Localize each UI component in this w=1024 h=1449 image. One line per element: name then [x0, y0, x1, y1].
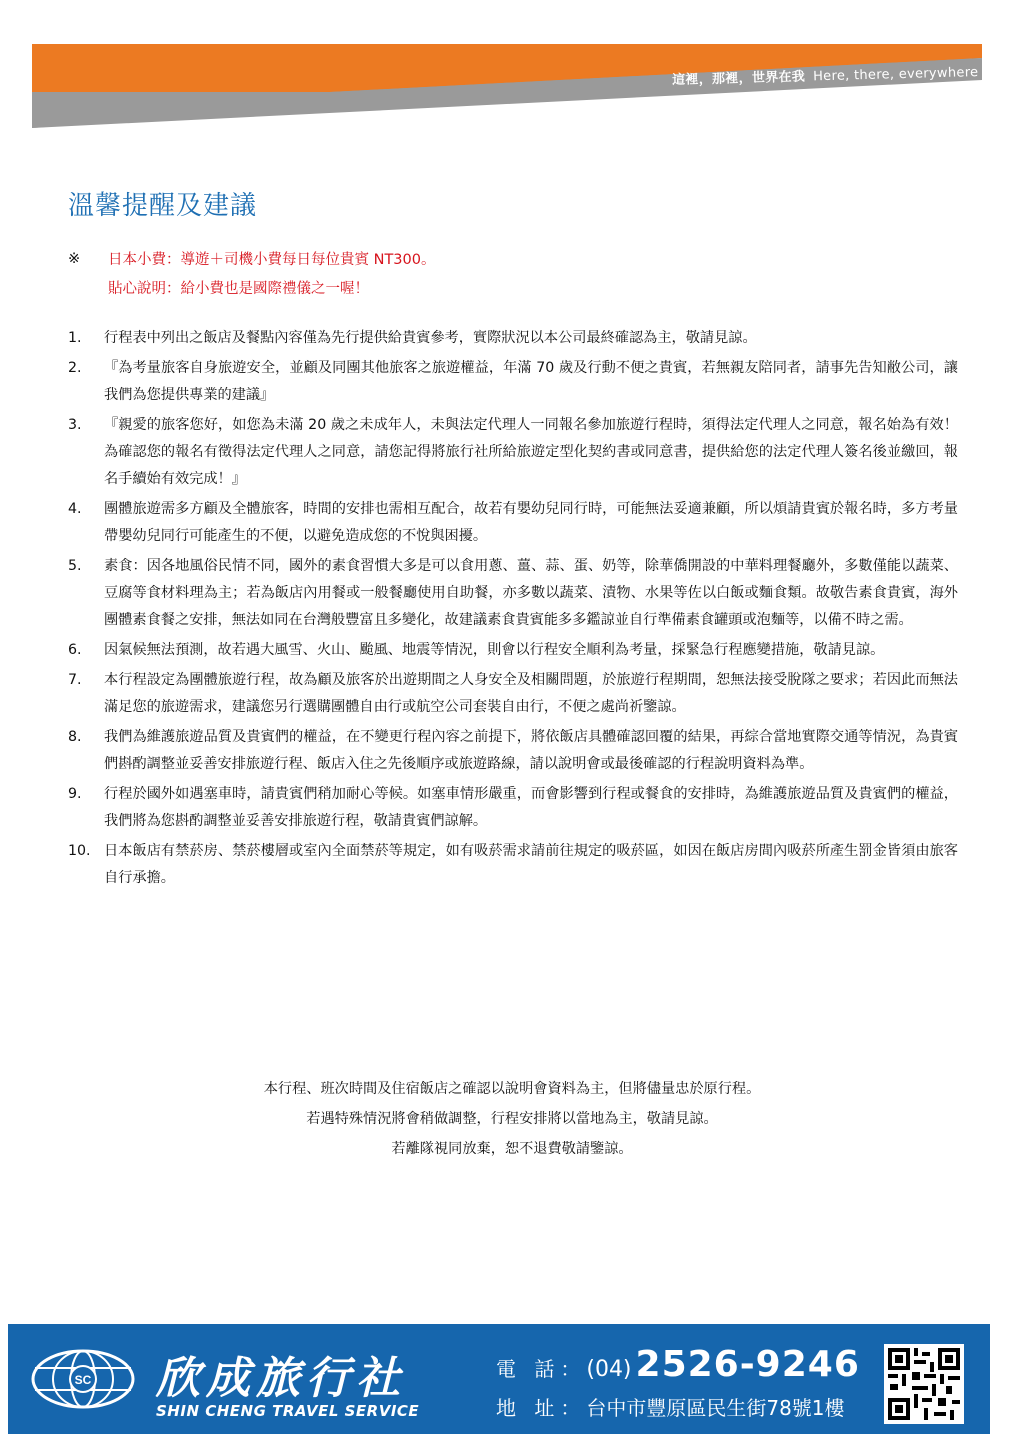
item-number: 1. — [68, 330, 82, 346]
logo-text: SC — [74, 1373, 92, 1387]
item-text: 因氣候無法預測，故若遇大風雪、火山、颱風、地震等情況，則會以行程安全順利為考量，採緊急行程應變措施，敬請見諒。 — [104, 642, 885, 658]
footer-bar — [8, 1324, 990, 1434]
item-text: 行程於國外如遇塞車時，請貴賓們稍加耐心等候。如塞車情形嚴重，而會影響到行程或餐食的安排時，為維護旅遊品質及貴賓們的權益，我們將為您斟酌調整並妥善安排旅遊行程，敬請貴賓們諒解。 — [104, 786, 958, 829]
item-text: 『為考量旅客自身旅遊安全，並顧及同團其他旅客之旅遊權益，年滿 70 歲及行動不便之貴賓，若無親友陪同者，請事先告知敝公司，讓我們為您提供專業的建議』 — [104, 360, 958, 403]
item-text: 本行程設定為團體旅遊行程，故為顧及旅客於出遊期間之人身安全及相關問題，於旅遊行程期間，恕無法接受脫隊之要求；若因此而無法滿足您的旅遊需求，建議您另行選購團體自由行或航空公司套裝自由行，不便之處尚祈鑒諒。 — [104, 672, 958, 715]
list-item — [68, 667, 958, 721]
closing-notes — [0, 1075, 1024, 1165]
address-text: 台中市豐原區民生街78號1樓 — [586, 1396, 845, 1420]
phone-area-code: (04) — [586, 1357, 632, 1382]
brand-name-zh: 欣成旅行社 — [156, 1353, 406, 1404]
reminder-list — [68, 325, 958, 895]
phone-label: 電 話： — [496, 1357, 587, 1381]
list-item — [68, 412, 958, 493]
closing-line: 若遇特殊情況將會稍做調整，行程安排將以當地為主，敬請見諒。 — [306, 1111, 718, 1127]
item-text: 日本飯店有禁菸房、禁菸樓層或室內全面禁菸等規定，如有吸菸需求請前往規定的吸菸區，如因在飯店房間內吸菸所產生罰金皆須由旅客自行承擔。 — [104, 843, 958, 886]
item-text: 行程表中列出之飯店及餐點內容僅為先行提供給貴賓參考，實際狀況以本公司最終確認為主，敬請見諒。 — [104, 330, 757, 346]
globe-logo-icon — [30, 1348, 136, 1410]
tip-note: 貼心說明：給小費也是國際禮儀之一喔！ — [108, 281, 369, 297]
list-item — [68, 355, 958, 409]
slogan-zh: 這裡，那裡，世界在我 — [671, 69, 805, 89]
tip-notice — [68, 244, 436, 302]
list-item — [68, 325, 958, 352]
item-text: 素食：因各地風俗民情不同，國外的素食習慣大多是可以食用蔥、薑、蒜、蛋、奶等，除華僑開設的中華料理餐廳外，多數僅能以蔬菜、豆腐等食材料理為主；若為飯店內用餐或一般餐廳使用自助餐，亦多數以蔬菜、漬物、水果等佐以白飯或麵食類。故敬告素食貴賓，海外團體素食餐之安排，無法如同在台灣般豐富且多變化，故建議素食貴賓能多多鑑諒並自行準備素食罐頭或泡麵等，以備不時之需。 — [104, 558, 958, 628]
list-item — [68, 553, 958, 634]
item-number: 3. — [68, 417, 82, 433]
closing-line: 若離隊視同放棄，恕不退費敬請鑒諒。 — [391, 1141, 633, 1157]
item-text: 我們為維護旅遊品質及貴賓們的權益，在不變更行程內容之前提下，將依飯店具體確認回覆的結果，再綜合當地實際交通等情況，為貴賓們斟酌調整並妥善安排旅遊行程、飯店入住之先後順序或旅遊路線，請以說明會或最後確認的行程說明資料為準。 — [104, 729, 958, 772]
item-number: 4. — [68, 501, 82, 517]
brand-name-en: SHIN CHENG TRAVEL SERVICE — [156, 1402, 420, 1420]
item-number: 9. — [68, 786, 82, 802]
item-text: 團體旅遊需多方顧及全體旅客，時間的安排也需相互配合，故若有嬰幼兒同行時，可能無法妥適兼顧，所以煩請貴賓於報名時，多方考量帶嬰幼兒同行可能產生的不便，以避免造成您的不悅與困擾。 — [104, 501, 958, 544]
item-number: 10. — [68, 843, 91, 859]
item-number: 5. — [68, 558, 82, 574]
list-item — [68, 838, 958, 892]
item-number: 8. — [68, 729, 82, 745]
item-number: 7. — [68, 672, 82, 688]
list-item — [68, 496, 958, 550]
item-number: 2. — [68, 360, 82, 376]
tip-line: 日本小費：導遊＋司機小費每日每位貴賓 NT300。 — [108, 252, 436, 268]
closing-line: 本行程、班次時間及住宿飯店之確認以說明會資料為主，但將儘量忠於原行程。 — [263, 1081, 761, 1097]
item-number: 6. — [68, 642, 82, 658]
reference-mark: ※ — [68, 250, 81, 267]
address-label: 地 址： — [496, 1396, 587, 1420]
qr-code-icon — [884, 1344, 964, 1424]
page-title: 溫馨提醒及建議 — [68, 191, 258, 222]
list-item — [68, 637, 958, 664]
list-item — [68, 724, 958, 778]
slogan-en: Here, there, everywhere — [812, 65, 979, 85]
item-text: 『親愛的旅客您好，如您為未滿 20 歲之未成年人，未與法定代理人一同報名參加旅遊行程時，須得法定代理人之同意，報名始為有效！為確認您的報名有徵得法定代理人之同意，請您記得將旅行社所給旅遊定型化契約書或同意書，提供給您的法定代理人簽名後並繳回，報名手續始有效完成！』 — [104, 417, 958, 487]
phone-number: 2526-9246 — [635, 1344, 860, 1385]
list-item — [68, 781, 958, 835]
contact-info — [496, 1344, 860, 1421]
header-banner — [0, 0, 1024, 140]
